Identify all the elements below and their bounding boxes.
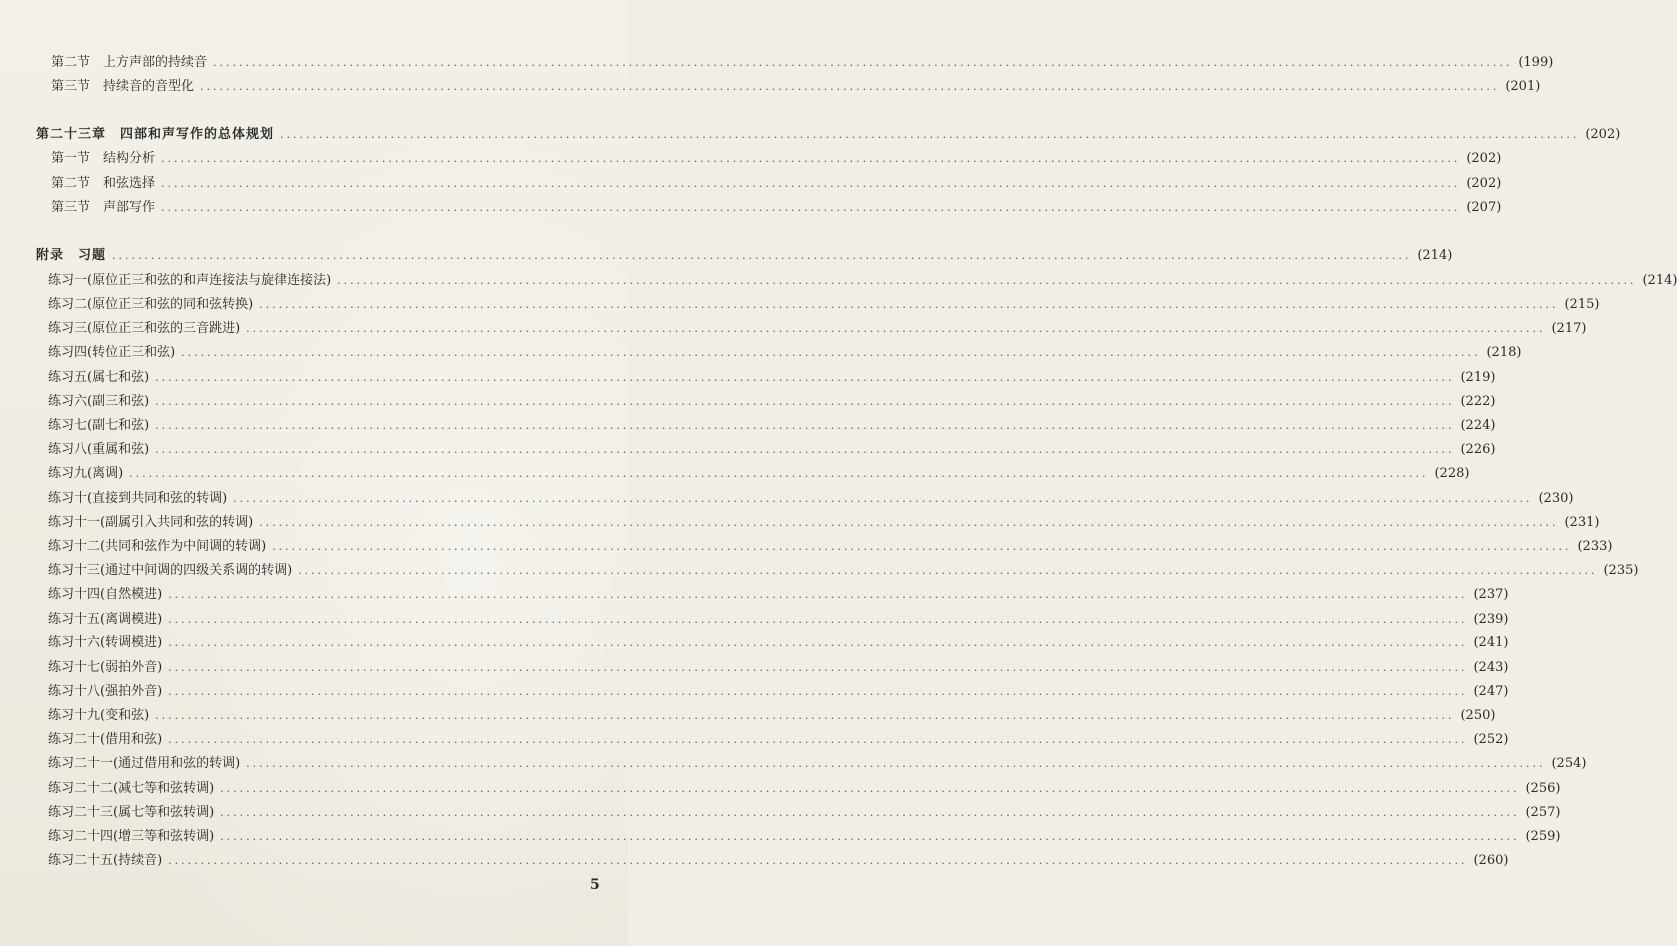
toc-entry-page: (226) xyxy=(1460,442,1496,457)
toc-entry-page: (239) xyxy=(1473,612,1509,627)
page-number: 5 xyxy=(590,877,600,893)
toc-entry-page: (202) xyxy=(1466,176,1502,191)
toc-leader-dots: ........................................................................................................................................................................................................ xyxy=(246,757,1546,770)
toc-entry-page: (250) xyxy=(1460,708,1496,723)
toc-leader-dots: ........................................................................................................................................................................................................ xyxy=(155,395,1455,408)
toc-leader-dots: ........................................................................................................................................................................................................ xyxy=(259,298,1559,311)
toc-entry-exercise xyxy=(0,705,1496,727)
toc-leader-dots: ........................................................................................................................................................................................................ xyxy=(168,661,1468,674)
toc-entry-label: 练习二(原位正三和弦的同和弦转换) xyxy=(48,297,254,312)
toc-leader-dots: ........................................................................................................................................................................................................ xyxy=(337,274,1637,287)
toc-leader-dots: ........................................................................................................................................................................................................ xyxy=(168,613,1468,626)
toc-entry-label: 练习十三(通过中间调的四级关系调的转调) xyxy=(48,563,293,578)
toc-entry-label: 练习五(属七和弦) xyxy=(48,370,150,385)
toc-entry-label: 练习十七(弱拍外音) xyxy=(48,660,163,675)
toc-entry-label: 练习十(直接到共同和弦的转调) xyxy=(48,491,228,506)
toc-entry-page: (214) xyxy=(1417,248,1453,263)
toc-entry-label: 第三节 声部写作 xyxy=(51,200,156,215)
toc-leader-dots: ........................................................................................................................................................................................................ xyxy=(155,709,1455,722)
toc-leader-dots: ........................................................................................................................................................................................................ xyxy=(220,806,1520,819)
toc-entry-label: 练习十一(副属引入共同和弦的转调) xyxy=(48,515,254,530)
toc-leader-dots: ........................................................................................................................................................................................................ xyxy=(213,56,1513,69)
toc-entry-page: (202) xyxy=(1466,151,1502,166)
toc-leader-dots: ........................................................................................................................................................................................................ xyxy=(168,854,1468,867)
toc-leader-dots: ........................................................................................................................................................................................................ xyxy=(155,371,1455,384)
toc-entry-label: 第二节 和弦选择 xyxy=(51,176,156,191)
toc-leader-dots: ........................................................................................................................................................................................................ xyxy=(220,830,1520,843)
toc-entry-label: 练习十五(离调模进) xyxy=(48,612,163,627)
toc-leader-dots: ........................................................................................................................................................................................................ xyxy=(155,419,1455,432)
toc-entry-page: (224) xyxy=(1460,418,1496,433)
toc-leader-dots: ........................................................................................................................................................................................................ xyxy=(155,443,1455,456)
toc-entry-label: 练习十二(共同和弦作为中间调的转调) xyxy=(48,539,267,554)
toc-entry-page: (219) xyxy=(1460,370,1496,385)
toc-entry-exercise xyxy=(0,270,1677,292)
toc-entry-label: 练习一(原位正三和弦的和声连接法与旋律连接法) xyxy=(48,273,332,288)
toc-entry-exercise xyxy=(0,609,1509,631)
toc-entry-page: (228) xyxy=(1434,466,1470,481)
toc-entry-page: (217) xyxy=(1551,321,1587,336)
toc-entry-page: (214) xyxy=(1642,273,1677,288)
toc-entry-exercise xyxy=(0,439,1496,461)
toc-leader-dots: ........................................................................................................................................................................................................ xyxy=(272,540,1572,553)
toc-entry-exercise xyxy=(0,729,1509,751)
toc-entry-page: (215) xyxy=(1564,297,1600,312)
toc-entry-page: (243) xyxy=(1473,660,1509,675)
toc-entry-section xyxy=(0,52,1554,74)
toc-entry-page: (260) xyxy=(1473,853,1509,868)
toc-entry-exercise xyxy=(0,367,1496,389)
toc-entry-exercise xyxy=(0,512,1600,534)
toc-leader-dots: ........................................................................................................................................................................................................ xyxy=(161,201,1461,214)
toc-leader-dots: ........................................................................................................................................................................................................ xyxy=(280,128,1580,141)
toc-entry-label: 练习二十四(增三等和弦转调) xyxy=(48,829,215,844)
toc-leader-dots: ........................................................................................................................................................................................................ xyxy=(112,249,1412,262)
toc-entry-exercise xyxy=(0,753,1587,775)
toc-leader-dots: ........................................................................................................................................................................................................ xyxy=(168,685,1468,698)
toc-entry-page: (235) xyxy=(1603,563,1639,578)
toc-entry-exercise xyxy=(0,294,1600,316)
toc-leader-dots: ........................................................................................................................................................................................................ xyxy=(168,588,1468,601)
toc-entry-exercise xyxy=(0,681,1509,703)
toc-entry-exercise xyxy=(0,415,1496,437)
toc-entry-label: 练习三(原位正三和弦的三音跳进) xyxy=(48,321,241,336)
toc-entry-page: (231) xyxy=(1564,515,1600,530)
toc-entry-section xyxy=(0,76,1541,98)
toc-entry-page: (233) xyxy=(1577,539,1613,554)
toc-entry-label: 练习二十五(持续音) xyxy=(48,853,163,868)
toc-entry-label: 第一节 结构分析 xyxy=(51,151,156,166)
toc-entry-label: 练习八(重属和弦) xyxy=(48,442,150,457)
toc-entry-chapter xyxy=(0,245,1453,267)
toc-entry-label: 练习十九(变和弦) xyxy=(48,708,150,723)
toc-leader-dots: ........................................................................................................................................................................................................ xyxy=(220,782,1520,795)
toc-entry-page: (207) xyxy=(1466,200,1502,215)
toc-entry-page: (241) xyxy=(1473,635,1509,650)
toc-entry-label: 第二十三章 四部和声写作的总体规划 xyxy=(36,127,275,142)
toc-entry-page: (222) xyxy=(1460,394,1496,409)
toc-entry-label: 练习二十一(通过借用和弦的转调) xyxy=(48,756,241,771)
toc-entry-label: 练习二十(借用和弦) xyxy=(48,732,163,747)
toc-entry-label: 练习十四(自然模进) xyxy=(48,587,163,602)
toc-entry-exercise xyxy=(0,488,1574,510)
toc-entry-label: 第三节 持续音的音型化 xyxy=(51,79,195,94)
toc-entry-label: 附录 习题 xyxy=(36,248,107,263)
toc-entry-exercise xyxy=(0,632,1509,654)
toc-entry-exercise xyxy=(0,560,1639,582)
toc-entry-chapter xyxy=(0,124,1621,146)
toc-leader-dots: ........................................................................................................................................................................................................ xyxy=(181,346,1481,359)
toc-entry-page: (247) xyxy=(1473,684,1509,699)
toc-entry-exercise xyxy=(0,584,1509,606)
toc-entry-exercise xyxy=(0,318,1587,340)
toc-entry-label: 练习十六(转调模进) xyxy=(48,635,163,650)
toc-entry-exercise xyxy=(0,778,1561,800)
toc-entry-section xyxy=(0,148,1502,170)
toc-entry-label: 练习九(离调) xyxy=(48,466,124,481)
toc-entry-page: (254) xyxy=(1551,756,1587,771)
toc-entry-exercise xyxy=(0,826,1561,848)
toc-leader-dots: ........................................................................................................................................................................................................ xyxy=(168,733,1468,746)
toc-entry-page: (257) xyxy=(1525,805,1561,820)
toc-leader-dots: ........................................................................................................................................................................................................ xyxy=(168,636,1468,649)
toc-leader-dots: ........................................................................................................................................................................................................ xyxy=(161,152,1461,165)
toc-entry-label: 练习二十二(减七等和弦转调) xyxy=(48,781,215,796)
toc-entry-page: (199) xyxy=(1518,55,1554,70)
toc-leader-dots: ........................................................................................................................................................................................................ xyxy=(200,80,1500,93)
toc-entry-page: (218) xyxy=(1486,345,1522,360)
toc-entry-page: (252) xyxy=(1473,732,1509,747)
toc-entry-label: 练习七(副七和弦) xyxy=(48,418,150,433)
toc-leader-dots: ........................................................................................................................................................................................................ xyxy=(161,177,1461,190)
toc-entry-label: 练习二十三(属七等和弦转调) xyxy=(48,805,215,820)
toc-leader-dots: ........................................................................................................................................................................................................ xyxy=(233,492,1533,505)
toc-entry-exercise xyxy=(0,802,1561,824)
toc-entry-exercise xyxy=(0,536,1613,558)
toc-entry-label: 练习四(转位正三和弦) xyxy=(48,345,176,360)
toc-entry-page: (201) xyxy=(1505,79,1541,94)
toc-entry-page: (230) xyxy=(1538,491,1574,506)
toc-entry-page: (237) xyxy=(1473,587,1509,602)
toc-leader-dots: ........................................................................................................................................................................................................ xyxy=(246,322,1546,335)
toc-entry-exercise xyxy=(0,391,1496,413)
toc-entry-page: (256) xyxy=(1525,781,1561,796)
toc-entry-exercise xyxy=(0,463,1470,485)
toc-entry-exercise xyxy=(0,657,1509,679)
toc-entry-section xyxy=(0,173,1502,195)
toc-entry-label: 第二节 上方声部的持续音 xyxy=(51,55,208,70)
toc-entry-page: (202) xyxy=(1585,127,1621,142)
toc-entry-exercise xyxy=(0,342,1522,364)
toc-leader-dots: ........................................................................................................................................................................................................ xyxy=(298,564,1598,577)
toc-leader-dots: ........................................................................................................................................................................................................ xyxy=(129,467,1429,480)
toc-entry-exercise xyxy=(0,850,1509,872)
toc-entry-page: (259) xyxy=(1525,829,1561,844)
toc-entry-label: 练习六(副三和弦) xyxy=(48,394,150,409)
toc-leader-dots: ........................................................................................................................................................................................................ xyxy=(259,516,1559,529)
toc-entry-label: 练习十八(强拍外音) xyxy=(48,684,163,699)
toc-entry-section xyxy=(0,197,1502,219)
